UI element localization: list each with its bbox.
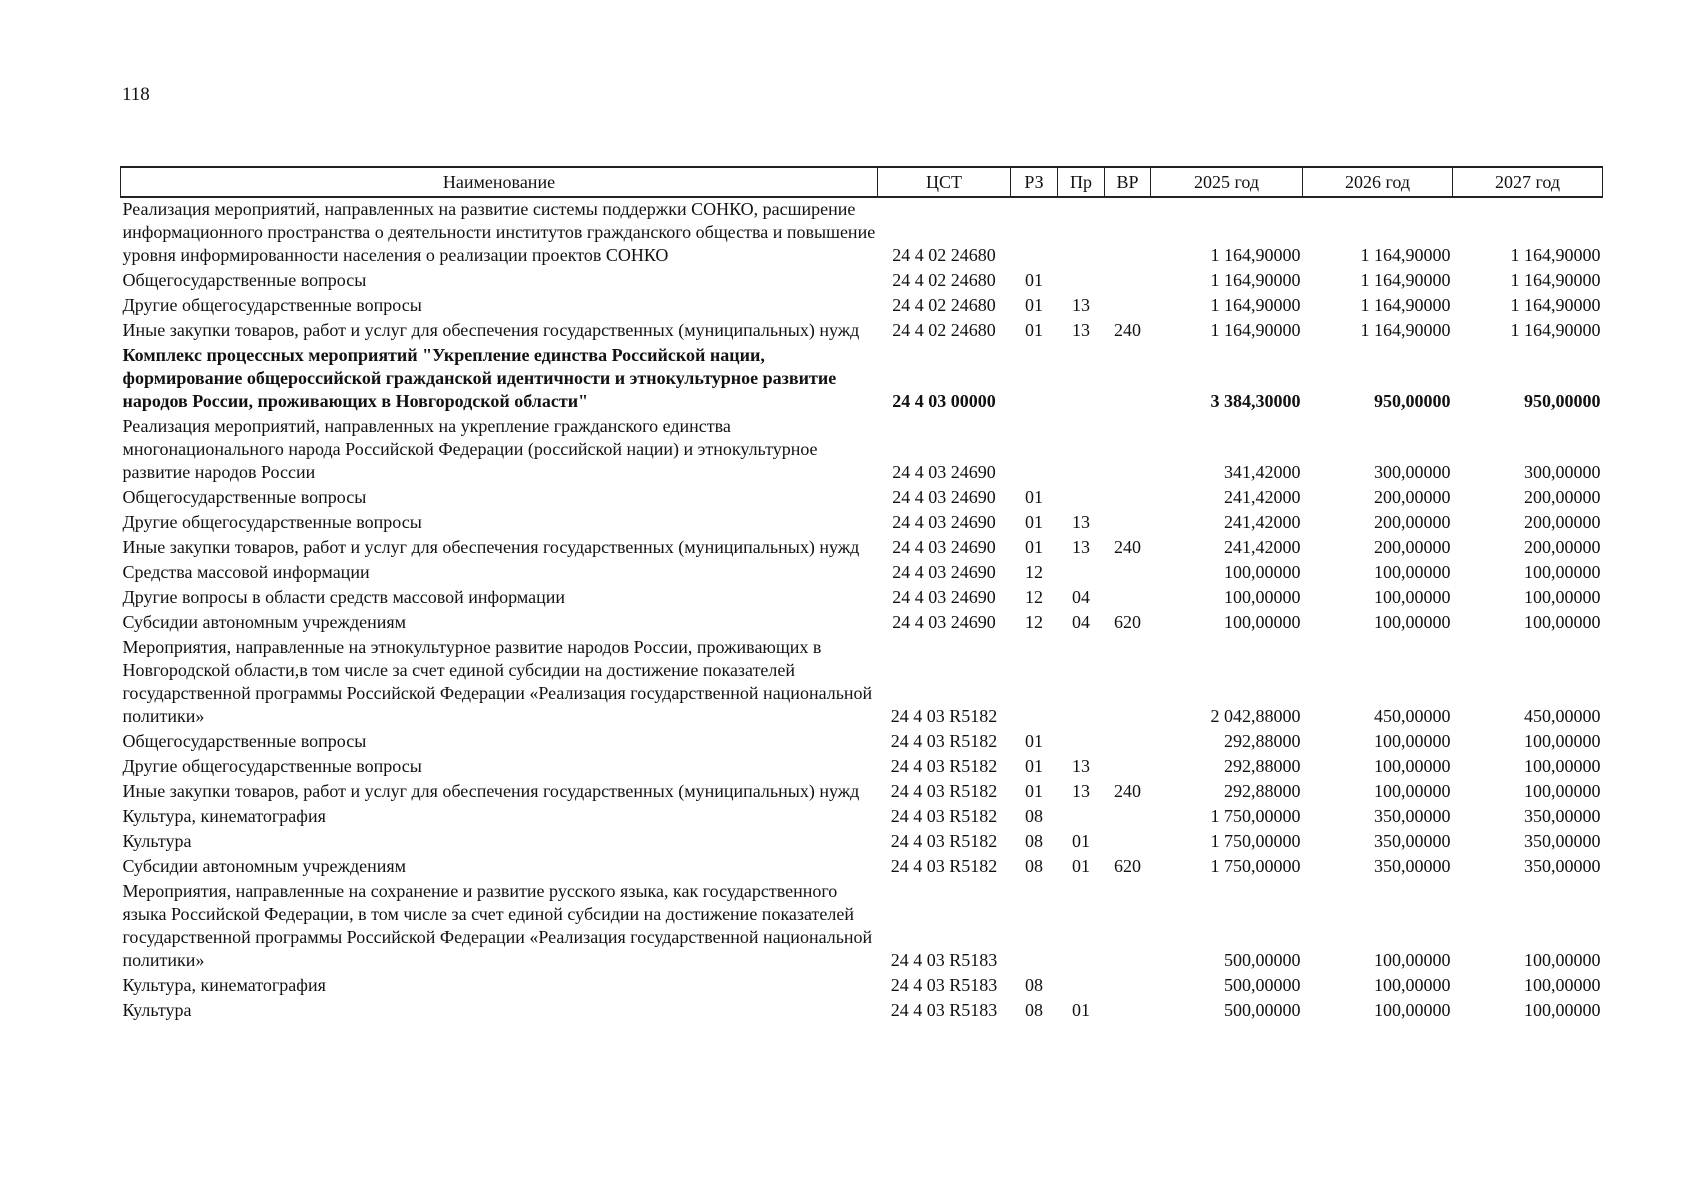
column-header-2027: 2027 год xyxy=(1453,167,1603,197)
cell-rz: 08 xyxy=(1025,975,1043,995)
cell-2025: 1 164,90000 xyxy=(1210,320,1301,340)
cell-vr xyxy=(1105,561,1151,586)
cell-2025: 241,42000 xyxy=(1224,537,1301,557)
column-header-2025: 2025 год xyxy=(1151,167,1303,197)
cell-rz: 01 xyxy=(1025,487,1043,507)
cell-vr xyxy=(1105,511,1151,536)
cell-pr xyxy=(1058,730,1105,755)
cell-vr: 240 xyxy=(1114,320,1141,340)
cell-cst: 24 4 03 24690 xyxy=(892,612,996,632)
cell-2027: 200,00000 xyxy=(1524,487,1601,507)
cell-name: Субсидии автономным учреждениям xyxy=(122,856,407,876)
cell-name: Реализация мероприятий, направленных на развитие системы поддержки СОНКО, расширение информационного пространства о деятельности институтов гражданского общества и повышение уровня информированности населения о реализации проектов СОНКО xyxy=(122,199,876,265)
cell-pr: 13 xyxy=(1072,320,1090,340)
cell-name: Иные закупки товаров, работ и услуг для обеспечения государственных (муниципальных) нужд xyxy=(122,537,860,557)
cell-pr xyxy=(1058,197,1105,269)
table-row xyxy=(121,415,1603,486)
cell-rz xyxy=(1011,415,1058,486)
table-row xyxy=(121,999,1603,1024)
cell-vr xyxy=(1105,197,1151,269)
cell-rz xyxy=(1011,636,1058,730)
cell-vr xyxy=(1105,269,1151,294)
cell-2026: 100,00000 xyxy=(1374,587,1451,607)
cell-pr: 13 xyxy=(1072,781,1090,801)
cell-2026: 350,00000 xyxy=(1374,831,1451,851)
cell-name: Общегосударственные вопросы xyxy=(122,731,367,751)
table-row xyxy=(121,636,1603,730)
page-number: 118 xyxy=(122,84,150,105)
cell-2026: 100,00000 xyxy=(1374,1000,1451,1020)
cell-name: Культура xyxy=(122,831,192,851)
cell-cst: 24 4 03 24690 xyxy=(892,512,996,532)
cell-2027: 1 164,90000 xyxy=(1510,245,1601,265)
cell-2026: 100,00000 xyxy=(1374,562,1451,582)
cell-2025: 100,00000 xyxy=(1224,587,1301,607)
cell-vr xyxy=(1105,344,1151,415)
cell-vr: 620 xyxy=(1114,856,1141,876)
cell-rz: 01 xyxy=(1025,756,1043,776)
cell-2025: 500,00000 xyxy=(1224,950,1301,970)
cell-2027: 100,00000 xyxy=(1524,975,1601,995)
cell-rz: 08 xyxy=(1025,806,1043,826)
cell-pr: 01 xyxy=(1072,831,1090,851)
table-header xyxy=(121,167,1603,197)
cell-2026: 100,00000 xyxy=(1374,975,1451,995)
table-body xyxy=(121,197,1603,1024)
cell-2027: 100,00000 xyxy=(1524,612,1601,632)
cell-2026: 350,00000 xyxy=(1374,856,1451,876)
cell-2026: 450,00000 xyxy=(1374,706,1451,726)
cell-2025: 341,42000 xyxy=(1224,462,1301,482)
cell-rz xyxy=(1011,344,1058,415)
cell-cst: 24 4 03 24690 xyxy=(892,587,996,607)
cell-2026: 1 164,90000 xyxy=(1360,320,1451,340)
cell-2025: 1 750,00000 xyxy=(1210,856,1301,876)
cell-2026: 100,00000 xyxy=(1374,756,1451,776)
cell-cst: 24 4 03 R5182 xyxy=(890,756,998,776)
cell-rz: 08 xyxy=(1025,831,1043,851)
column-header-name: Наименование xyxy=(121,167,878,197)
cell-2025: 292,88000 xyxy=(1224,756,1301,776)
table-row xyxy=(121,536,1603,561)
cell-vr xyxy=(1105,974,1151,999)
cell-name: Общегосударственные вопросы xyxy=(122,487,367,507)
cell-pr xyxy=(1058,486,1105,511)
cell-2025: 1 750,00000 xyxy=(1210,806,1301,826)
cell-cst: 24 4 03 R5182 xyxy=(890,806,998,826)
cell-2027: 200,00000 xyxy=(1524,512,1601,532)
cell-2026: 100,00000 xyxy=(1374,612,1451,632)
cell-2025: 1 164,90000 xyxy=(1210,245,1301,265)
table-row xyxy=(121,586,1603,611)
cell-pr: 13 xyxy=(1072,512,1090,532)
table-row xyxy=(121,561,1603,586)
cell-vr xyxy=(1105,730,1151,755)
cell-2027: 100,00000 xyxy=(1524,587,1601,607)
cell-2027: 200,00000 xyxy=(1524,537,1601,557)
cell-2027: 100,00000 xyxy=(1524,731,1601,751)
cell-vr xyxy=(1105,880,1151,974)
cell-2027: 100,00000 xyxy=(1524,1000,1601,1020)
cell-name: Другие общегосударственные вопросы xyxy=(122,756,422,776)
cell-cst: 24 4 03 R5182 xyxy=(890,731,998,751)
cell-2026: 300,00000 xyxy=(1374,462,1451,482)
cell-pr: 04 xyxy=(1072,587,1090,607)
table-row xyxy=(121,805,1603,830)
cell-cst: 24 4 03 24690 xyxy=(892,462,996,482)
cell-cst: 24 4 03 R5183 xyxy=(890,1000,998,1020)
cell-rz: 01 xyxy=(1025,512,1043,532)
cell-rz: 12 xyxy=(1025,562,1043,582)
cell-rz: 01 xyxy=(1025,731,1043,751)
cell-pr: 01 xyxy=(1072,1000,1090,1020)
cell-rz xyxy=(1011,197,1058,269)
cell-vr xyxy=(1105,486,1151,511)
cell-cst: 24 4 03 R5183 xyxy=(890,950,998,970)
cell-name: Культура xyxy=(122,1000,192,1020)
cell-2027: 100,00000 xyxy=(1524,781,1601,801)
cell-2025: 100,00000 xyxy=(1224,612,1301,632)
table-row xyxy=(121,197,1603,269)
cell-pr xyxy=(1058,344,1105,415)
cell-2025: 1 164,90000 xyxy=(1210,295,1301,315)
cell-rz: 12 xyxy=(1025,612,1043,632)
cell-name: Средства массовой информации xyxy=(122,562,370,582)
cell-name: Иные закупки товаров, работ и услуг для обеспечения государственных (муниципальных) нужд xyxy=(122,320,860,340)
cell-pr xyxy=(1058,974,1105,999)
cell-cst: 24 4 02 24680 xyxy=(892,270,996,290)
cell-2026: 100,00000 xyxy=(1374,950,1451,970)
cell-pr: 01 xyxy=(1072,856,1090,876)
cell-rz: 01 xyxy=(1025,295,1043,315)
cell-cst: 24 4 02 24680 xyxy=(892,245,996,265)
cell-cst: 24 4 03 00000 xyxy=(892,391,996,411)
cell-rz: 01 xyxy=(1025,270,1043,290)
cell-2026: 200,00000 xyxy=(1374,512,1451,532)
column-header-vr: ВР xyxy=(1105,167,1151,197)
cell-2027: 350,00000 xyxy=(1524,806,1601,826)
table-row xyxy=(121,855,1603,880)
cell-2025: 292,88000 xyxy=(1224,731,1301,751)
cell-name: Реализация мероприятий, направленных на укрепление гражданского единства многонационального народа Российской Федерации (российской нации) и этнокультурное развитие народов России xyxy=(122,416,818,482)
cell-pr xyxy=(1058,415,1105,486)
cell-2027: 350,00000 xyxy=(1524,831,1601,851)
table-row xyxy=(121,344,1603,415)
cell-2025: 241,42000 xyxy=(1224,487,1301,507)
cell-2027: 450,00000 xyxy=(1524,706,1601,726)
cell-cst: 24 4 03 R5182 xyxy=(890,706,998,726)
cell-rz: 08 xyxy=(1025,1000,1043,1020)
cell-vr xyxy=(1105,755,1151,780)
cell-name: Другие общегосударственные вопросы xyxy=(122,512,422,532)
table-row xyxy=(121,880,1603,974)
cell-pr xyxy=(1058,636,1105,730)
cell-pr xyxy=(1058,269,1105,294)
cell-2026: 950,00000 xyxy=(1374,391,1451,411)
cell-2027: 350,00000 xyxy=(1524,856,1601,876)
cell-2027: 1 164,90000 xyxy=(1510,320,1601,340)
table-row xyxy=(121,780,1603,805)
budget-table xyxy=(120,166,1603,1024)
cell-name: Мероприятия, направленные на этнокультурное развитие народов России, проживающих в Новгородской области,в том числе за счет единой субсидии на достижение показателей государственной программы Российской Федерации «Реализация государственной национальной политики» xyxy=(122,637,873,726)
cell-pr: 04 xyxy=(1072,612,1090,632)
cell-2025: 2 042,88000 xyxy=(1210,706,1301,726)
cell-2025: 500,00000 xyxy=(1224,1000,1301,1020)
cell-cst: 24 4 03 24690 xyxy=(892,537,996,557)
cell-2026: 200,00000 xyxy=(1374,487,1451,507)
cell-rz: 01 xyxy=(1025,781,1043,801)
cell-2026: 1 164,90000 xyxy=(1360,295,1451,315)
cell-vr xyxy=(1105,805,1151,830)
table-row xyxy=(121,830,1603,855)
cell-pr xyxy=(1058,805,1105,830)
cell-2027: 100,00000 xyxy=(1524,950,1601,970)
cell-pr xyxy=(1058,880,1105,974)
table-row xyxy=(121,294,1603,319)
cell-cst: 24 4 03 R5183 xyxy=(890,975,998,995)
table-row xyxy=(121,755,1603,780)
cell-2027: 1 164,90000 xyxy=(1510,295,1601,315)
column-header-pr: Пр xyxy=(1058,167,1105,197)
column-header-rz: РЗ xyxy=(1011,167,1058,197)
cell-rz: 12 xyxy=(1025,587,1043,607)
cell-2026: 350,00000 xyxy=(1374,806,1451,826)
cell-vr: 240 xyxy=(1114,537,1141,557)
cell-2026: 100,00000 xyxy=(1374,731,1451,751)
cell-2025: 3 384,30000 xyxy=(1210,391,1301,411)
table-row xyxy=(121,319,1603,344)
cell-pr xyxy=(1058,561,1105,586)
cell-rz: 01 xyxy=(1025,320,1043,340)
cell-2027: 300,00000 xyxy=(1524,462,1601,482)
cell-vr xyxy=(1105,586,1151,611)
cell-vr xyxy=(1105,830,1151,855)
cell-vr: 620 xyxy=(1114,612,1141,632)
cell-2025: 292,88000 xyxy=(1224,781,1301,801)
cell-2025: 100,00000 xyxy=(1224,562,1301,582)
cell-vr xyxy=(1105,999,1151,1024)
cell-rz xyxy=(1011,880,1058,974)
cell-2027: 100,00000 xyxy=(1524,562,1601,582)
cell-cst: 24 4 03 R5182 xyxy=(890,781,998,801)
cell-name: Культура, кинематография xyxy=(122,806,326,826)
cell-vr xyxy=(1105,415,1151,486)
cell-vr: 240 xyxy=(1114,781,1141,801)
cell-pr: 13 xyxy=(1072,756,1090,776)
cell-name: Другие общегосударственные вопросы xyxy=(122,295,422,315)
cell-cst: 24 4 02 24680 xyxy=(892,320,996,340)
cell-2027: 950,00000 xyxy=(1524,391,1601,411)
cell-cst: 24 4 03 R5182 xyxy=(890,856,998,876)
cell-name: Комплекс процессных мероприятий "Укрепление единства Российской нации, формирование общероссийской гражданской идентичности и этнокультурное развитие народов России, проживающих в Новгородской области" xyxy=(122,345,837,411)
cell-2025: 1 750,00000 xyxy=(1210,831,1301,851)
table-row xyxy=(121,974,1603,999)
cell-name: Общегосударственные вопросы xyxy=(122,270,367,290)
table-row xyxy=(121,611,1603,636)
column-header-cst: ЦСТ xyxy=(878,167,1011,197)
column-header-2026: 2026 год xyxy=(1303,167,1453,197)
cell-cst: 24 4 03 24690 xyxy=(892,562,996,582)
cell-cst: 24 4 03 24690 xyxy=(892,487,996,507)
cell-name: Субсидии автономным учреждениям xyxy=(122,612,407,632)
cell-2025: 241,42000 xyxy=(1224,512,1301,532)
table-row xyxy=(121,269,1603,294)
table-row xyxy=(121,511,1603,536)
table-row xyxy=(121,730,1603,755)
cell-vr xyxy=(1105,294,1151,319)
cell-cst: 24 4 02 24680 xyxy=(892,295,996,315)
cell-2027: 1 164,90000 xyxy=(1510,270,1601,290)
cell-cst: 24 4 03 R5182 xyxy=(890,831,998,851)
cell-2027: 100,00000 xyxy=(1524,756,1601,776)
cell-name: Иные закупки товаров, работ и услуг для обеспечения государственных (муниципальных) нужд xyxy=(122,781,860,801)
cell-2026: 1 164,90000 xyxy=(1360,245,1451,265)
cell-2026: 1 164,90000 xyxy=(1360,270,1451,290)
cell-rz: 01 xyxy=(1025,537,1043,557)
cell-2026: 200,00000 xyxy=(1374,537,1451,557)
cell-name: Мероприятия, направленные на сохранение и развитие русского языка, как государственного языка Российской Федерации, в том числе за счет единой субсидии на достижение показателей государственной программы Российской Федерации «Реализация государственной национальной политики» xyxy=(122,881,873,970)
cell-2025: 1 164,90000 xyxy=(1210,270,1301,290)
cell-name: Культура, кинематография xyxy=(122,975,326,995)
cell-name: Другие вопросы в области средств массовой информации xyxy=(122,587,566,607)
cell-2025: 500,00000 xyxy=(1224,975,1301,995)
cell-pr: 13 xyxy=(1072,537,1090,557)
cell-rz: 08 xyxy=(1025,856,1043,876)
cell-2026: 100,00000 xyxy=(1374,781,1451,801)
cell-pr: 13 xyxy=(1072,295,1090,315)
cell-vr xyxy=(1105,636,1151,730)
table-row xyxy=(121,486,1603,511)
